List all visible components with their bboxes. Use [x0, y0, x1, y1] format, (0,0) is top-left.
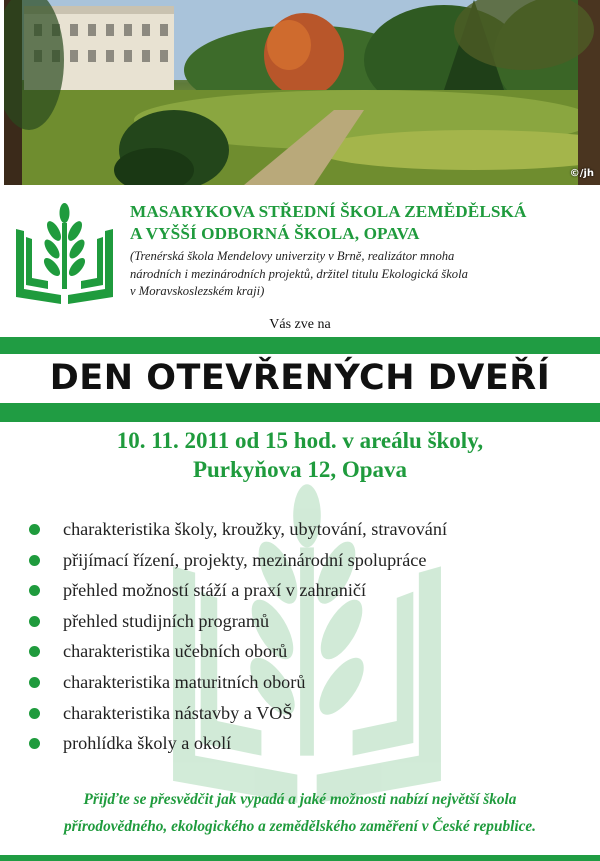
campus-photo — [4, 0, 600, 185]
event-title: DEN OTEVŘENÝCH DVEŘÍ — [49, 358, 551, 398]
campus-photo-illustration — [4, 0, 600, 185]
closing-message — [0, 786, 600, 840]
program-item-text: prohlídka školy a okolí — [63, 733, 232, 754]
program-item — [0, 514, 600, 545]
school-name — [130, 201, 595, 245]
program-item-text: charakteristika školy, kroužky, ubytování, stravování — [63, 519, 448, 539]
photo-credit: ©/jh — [569, 168, 594, 179]
program-item-text: charakteristika nástavby a VOŠ — [63, 702, 293, 723]
program-item — [0, 606, 600, 637]
bullet-icon — [29, 646, 40, 657]
school-name-line-2: A VYŠŠÍ ODBORNÁ ŠKOLA, OPAVA — [130, 224, 420, 243]
program-item — [0, 667, 600, 698]
school-logo-icon — [12, 201, 117, 304]
bullet-icon — [29, 524, 40, 535]
program-item-text: charakteristika učebních oborů — [63, 641, 288, 662]
school-name-line-1: MASARYKOVA STŘEDNÍ ŠKOLA ZEMĚDĚLSKÁ — [130, 202, 527, 221]
closing-line-1: Přijďte se přesvědčit jak vypadá a jaké možnosti nabízí největší škola — [83, 791, 517, 808]
program-item — [0, 545, 600, 576]
program-item-text: přehled možností stáží a praxí v zahraničí — [63, 580, 367, 601]
event-address: Purkyňova 12, Opava — [192, 457, 408, 482]
bullet-icon — [29, 616, 40, 627]
bullet-icon — [29, 677, 40, 688]
school-description-line-2: národních i mezinárodních projektů, držitel titulu Ekologická škola — [130, 266, 468, 281]
bullet-icon — [29, 585, 40, 596]
program-item — [0, 575, 600, 606]
invitation-text: Vás zve na — [269, 317, 331, 332]
program-item — [0, 698, 600, 729]
title-banner — [0, 337, 600, 422]
program-item — [0, 636, 600, 667]
event-date-time: 10. 11. 2011 od 15 hod. v areálu školy, — [116, 428, 484, 453]
program-item-text: charakteristika maturitních oborů — [63, 671, 306, 692]
program-item-text: přehled studijních programů — [63, 610, 270, 631]
program-list — [0, 514, 600, 759]
program-item-text: přijímací řízení, projekty, mezinárodní spolupráce — [63, 549, 427, 570]
bottom-border — [0, 855, 600, 861]
event-details — [0, 426, 600, 484]
program-item — [0, 728, 600, 759]
school-description — [130, 248, 585, 301]
closing-line-2: přírodovědného, ekologického a zemědělského zaměření v České republice. — [63, 818, 536, 835]
bullet-icon — [29, 738, 40, 749]
school-description-line-1: (Trenérská škola Mendelovy univerzity v Brně, realizátor mnoha — [130, 249, 455, 263]
bullet-icon — [29, 555, 40, 566]
bullet-icon — [29, 708, 40, 719]
title-banner-strip — [0, 354, 600, 403]
school-description-line-3: v Moravskoslezském kraji) — [130, 284, 265, 298]
